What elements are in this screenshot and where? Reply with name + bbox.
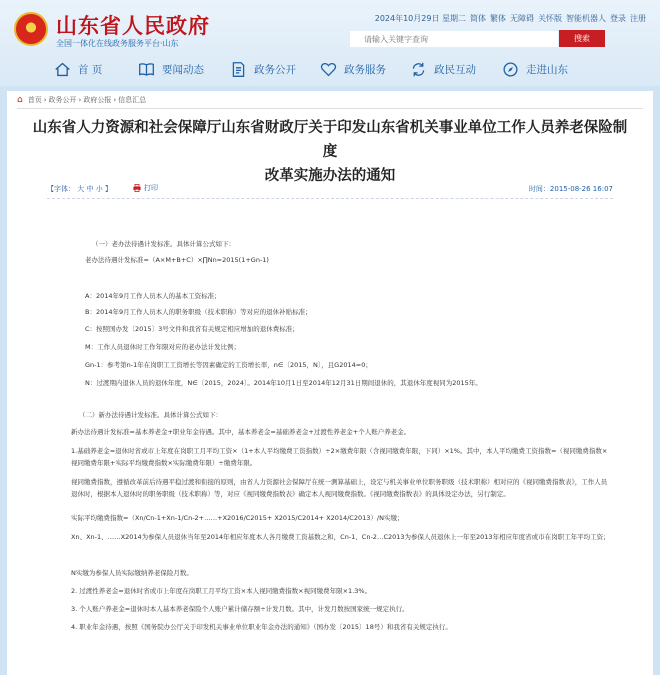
register-link[interactable]: 注册: [630, 14, 646, 23]
traditional-link[interactable]: 繁体: [490, 14, 506, 23]
care-mode-link[interactable]: 关怀版: [538, 14, 562, 23]
breadcrumb-summary[interactable]: 信息汇总: [118, 96, 147, 104]
compass-icon: [502, 61, 519, 78]
print-label: 打印: [144, 184, 158, 192]
national-emblem-logo: [14, 12, 48, 46]
paragraph: N实缴为参保人员实际缴纳养老保险月数。: [71, 569, 193, 577]
document-icon: [230, 61, 247, 78]
paragraph: M：工作人员退休时工作年限对应的老办法计发比例；: [85, 343, 241, 351]
publish-time: 时间：2015-08-26 16:07: [528, 185, 613, 193]
print-button[interactable]: [133, 183, 158, 193]
nav-home[interactable]: [54, 52, 102, 86]
simplified-link[interactable]: 简体: [470, 14, 486, 23]
font-small-button[interactable]: 小: [95, 185, 103, 193]
refresh-icon: [410, 61, 427, 78]
nav-label: 要闻动态: [162, 63, 204, 76]
nav-label: 走进山东: [526, 63, 568, 76]
breadcrumb-home[interactable]: 首页: [27, 96, 42, 104]
site-slogan: 全国一体化在线政务服务平台·山东: [56, 39, 179, 48]
content-panel: [7, 91, 653, 675]
robot-link[interactable]: 智能机器人: [566, 14, 606, 23]
breadcrumb-gov-open[interactable]: 政务公开: [48, 96, 77, 104]
login-link[interactable]: 登录: [610, 14, 626, 23]
paragraph: A：2014年9月工作人员本人的基本工资标准；: [85, 292, 221, 300]
search-button[interactable]: 搜索: [559, 30, 605, 47]
main-nav: [0, 52, 660, 86]
heart-icon: [320, 61, 337, 78]
date-text: 2024年10月29日 星期二: [374, 14, 466, 23]
paragraph: 老办法待遇计发标准=（A×M+B+C）×∏Nn=2015(1+Gn-1): [85, 256, 269, 264]
article-title-line1: 山东省人力资源和社会保障厅山东省财政厅关于印发山东省机关事业单位工作人员养老保险制度: [32, 120, 628, 160]
article-title-line2: 改革实施办法的通知: [264, 168, 396, 184]
meta-divider: [47, 198, 613, 199]
paragraph: （一）老办法待遇计发标准。具体计算公式如下：: [92, 240, 235, 248]
site-header: [0, 0, 660, 86]
book-icon: [138, 61, 155, 78]
paragraph: B：2014年9月工作人员本人的职务职级（技术职称）等对应的退休补贴标准；: [85, 308, 312, 316]
nav-interaction[interactable]: [410, 52, 476, 86]
paragraph: 新办法待遇计发标准=基本养老金+职业年金待遇。其中，基本养老金=基础养老金+过渡性养老金+个人账户养老金。: [71, 428, 411, 436]
breadcrumb-separator: ›: [43, 96, 47, 104]
search-input[interactable]: [350, 31, 558, 47]
home-icon: ⌂: [17, 95, 23, 105]
home-icon: [54, 61, 71, 78]
nav-label: 首 页: [78, 63, 103, 76]
font-end: 】: [104, 185, 112, 193]
font-medium-button[interactable]: 中: [86, 185, 94, 193]
paragraph: 3. 个人账户养老金=退休时本人基本养老保险个人账户累计储存额÷计发月数。其中，计发月数按国家统一规定执行。: [71, 605, 409, 613]
nav-about-shandong[interactable]: [502, 52, 568, 86]
nav-gov-open[interactable]: [230, 52, 296, 86]
paragraph: （二）新办法待遇计发标准。具体计算公式如下：: [79, 411, 222, 419]
divider: [17, 108, 643, 109]
breadcrumb: [17, 95, 146, 105]
paragraph: Xn、Xn-1、……X2014为参保人员退休当年至2014年相应年度本人各月缴费工资基数之和，Cn-1、Cn-2…C2013为参保人员退休上一年至2013年相应年度省或市在岗职工年平均工资；: [71, 533, 610, 541]
nav-label: 政民互动: [434, 63, 476, 76]
font-label: 【字体：: [47, 185, 75, 193]
paragraph: N：过渡期内退休人员的退休年度，N∈〔2015，2024〕。2014年10月1日至2014年12月31日期间退休的，其退休年度视同为2015年。: [85, 379, 482, 387]
paragraph: Gn-1：参考第n-1年在岗职工工资增长等因素确定的工资增长率，n∈〔2015，N〕，且G2014=0；: [85, 361, 372, 369]
breadcrumb-separator: ›: [78, 96, 82, 104]
accessibility-link[interactable]: 无障碍: [510, 14, 534, 23]
nav-label: 政务服务: [344, 63, 386, 76]
site-title[interactable]: 山东省人民政府: [56, 14, 210, 38]
article-title: [27, 116, 633, 188]
font-size-control: [47, 184, 112, 194]
top-links: [375, 13, 646, 24]
nav-label: 政务公开: [254, 63, 296, 76]
printer-icon: [133, 184, 141, 192]
paragraph: 2. 过渡性养老金=退休时省或市上年度在岗职工月平均工资×本人视同缴费指数×视同缴费年限×1.3%。: [71, 587, 372, 595]
paragraph: 实际平均缴费指数=（Xn/Cn-1+Xn-1/Cn-2+……+X2016/C2015+ X2015/C2014+ X2014/C2013）/N实缴；: [71, 514, 404, 522]
paragraph: 4. 职业年金待遇，按照《国务院办公厅关于印发机关事业单位职业年金办法的通知》（国办发〔2015〕18号）和我省有关规定执行。: [71, 623, 452, 631]
paragraph: C：按照国办发〔2015〕3号文件和我省有关规定相应增加的退休费标准；: [85, 325, 299, 333]
paragraph: 视同缴费指数，遵循改革前后待遇平稳过渡和衔接的原则，由省人力资源社会保障厅在统一测算基础上，设定与机关事业单位职务职级（技术职称）相对应的《视同缴费指数表》，工作人员退休时，根据本人退休时的职务职级（技术职称）等，对应《视同缴费指数表》确定本人视同缴费指数。《视同缴费指数表》的具体设定办法，另行制定。: [71, 478, 608, 498]
breadcrumb-separator: ›: [113, 96, 117, 104]
nav-gov-service[interactable]: [320, 52, 386, 86]
breadcrumb-gazette[interactable]: 政府公报: [83, 96, 112, 104]
nav-news[interactable]: [138, 52, 204, 86]
paragraph: 1.基础养老金=退休时省或市上年度在岗职工月平均工资×（1+本人平均缴费工资指数）÷2×缴费年限（含视同缴费年限，下同）×1%。其中，本人平均缴费工资指数=（视同缴费指数×视同缴费年限+实际平均缴费指数×实际缴费年限）÷缴费年限。: [71, 447, 608, 467]
font-large-button[interactable]: 大: [77, 185, 85, 193]
